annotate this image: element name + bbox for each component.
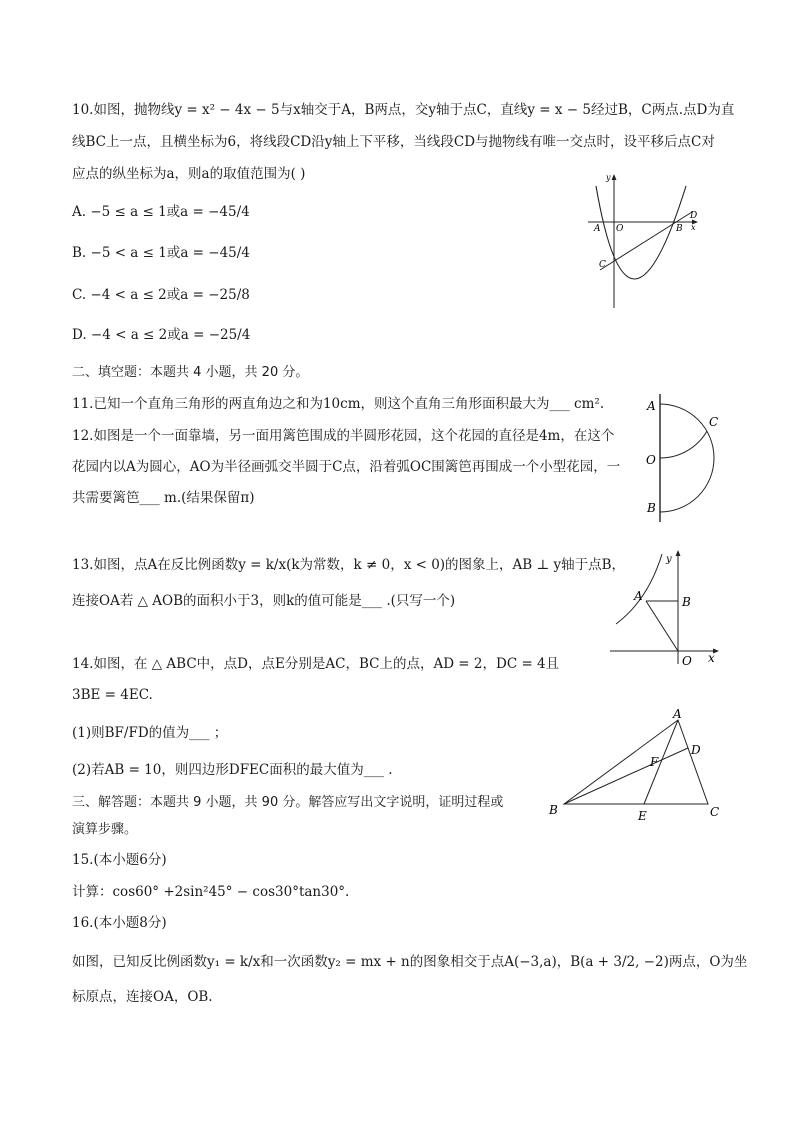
q14-triangle-figure xyxy=(544,706,726,824)
q16-line1: 如图，已知反比例函数y₁ = k/x和一次函数y₂ = mx + n的图象相交于点A(−3,a)，B(a + 3/2, −2)两点，O为坐 xyxy=(72,954,748,970)
q16-line2: 标原点，连接OA，OB. xyxy=(72,989,213,1005)
q12-label-a: A xyxy=(647,399,656,413)
q14-segment-bd xyxy=(564,748,688,804)
q14-line2: 3BE = 4EC. xyxy=(72,687,153,703)
q14-line3: (1)则BF/FD的值为___ ； xyxy=(72,725,228,741)
q10-parabola xyxy=(596,186,686,279)
q10-parabola-figure xyxy=(582,172,706,312)
q13-line2: 连接OA若 △ AOB的面积小于3，则k的值可能是___ .(只写一个) xyxy=(72,593,456,609)
q14-label-d: D xyxy=(691,743,701,757)
q15-heading: 15.(本小题6分) xyxy=(72,852,167,868)
q14-line1: 14.如图，在 △ ABC中，点D，点E分别是AC，BC上的点，AD = 2，DC = 4且 xyxy=(72,656,560,672)
q10-option-a: A. −5 ≤ a ≤ 1或a = −45/4 xyxy=(72,204,250,220)
q12-label-c: C xyxy=(709,415,719,429)
q12-label-b: B xyxy=(647,501,656,515)
q12-line3: 共需要篱笆___ m.(结果保留π) xyxy=(72,490,255,506)
q12-arc-oc xyxy=(660,431,707,458)
q10-label-a: A xyxy=(594,224,601,234)
section-fill-in-title: 二、填空题：本题共 4 小题，共 20 分。 xyxy=(72,365,309,380)
q14-label-f: F xyxy=(650,755,659,769)
section-solution-title: 三、解答题：本题共 9 小题，共 90 分。解答应写出文字说明，证明过程或 xyxy=(72,795,504,810)
q10-line3: 应点的纵坐标为a，则a的取值范围为( ) xyxy=(72,166,306,182)
q12-line2: 花园内以A为圆心，AO为半径画弧交半圆于C点，沿着弧OC围篱笆再围成一个小型花园，一 xyxy=(72,459,621,475)
q13-hyperbola-figure xyxy=(608,548,724,668)
q10-line1: 10.如图，抛物线y = x² − 4x − 5与x轴交于A，B两点，交y轴于点C，直线y = x − 5经过B，C两点.点D为直 xyxy=(72,102,735,118)
q10-label-c: C xyxy=(599,260,606,270)
q13-label-x: x xyxy=(708,651,715,665)
q14-label-e: E xyxy=(638,809,647,823)
q10-label-y: y xyxy=(606,173,611,182)
q15-body: 计算：cos60° +2sin²45° − cos30°tan30°. xyxy=(72,884,350,900)
q13-label-o: O xyxy=(682,654,692,668)
q14-label-b: B xyxy=(549,803,558,817)
q13-label-a: A xyxy=(634,589,643,603)
q14-label-c: C xyxy=(710,805,720,819)
q13-segment-ao xyxy=(646,601,678,651)
section-solution-title-cont: 演算步骤。 xyxy=(72,822,138,837)
q10-label-x: x xyxy=(691,223,696,232)
q12-line1: 12.如图是一个一面靠墙，另一面用篱笆围成的半圆形花园，这个花园的直径是4m，在这个 xyxy=(72,428,615,444)
q10-line2: 线BC上一点，且横坐标为6，将线段CD沿y轴上下平移，当线段CD与抛物线有唯一交点时，设平移后点C对 xyxy=(72,134,715,150)
q12-semicircle xyxy=(660,404,714,512)
q13-label-y: y xyxy=(666,554,672,565)
q14-label-a: A xyxy=(673,707,682,721)
q12-label-o: O xyxy=(646,453,656,467)
q13-label-b: B xyxy=(682,595,691,609)
q10-label-o: O xyxy=(616,224,624,234)
q14-triangle-abc xyxy=(564,720,708,804)
q14-line4: (2)若AB = 10，则四边形DFEC面积的最大值为___ . xyxy=(72,762,393,778)
q13-line1: 13.如图，点A在反比例函数y = k/x(k为常数，k ≠ 0，x < 0)的图象上，AB ⊥ y轴于点B， xyxy=(72,557,626,573)
q16-heading: 16.(本小题8分) xyxy=(72,915,167,931)
q10-option-d: D. −4 < a ≤ 2或a = −25/4 xyxy=(72,327,251,343)
q10-label-b: B xyxy=(676,224,683,234)
q11-text: 11.已知一个直角三角形的两直角边之和为10cm，则这个直角三角形面积最大为___ cm². xyxy=(72,396,605,412)
q10-option-b: B. −5 < a ≤ 1或a = −45/4 xyxy=(72,245,250,261)
q10-label-d: D xyxy=(690,211,698,221)
q10-option-c: C. −4 < a ≤ 2或a = −25/8 xyxy=(72,287,250,303)
q12-garden-figure xyxy=(640,388,724,526)
